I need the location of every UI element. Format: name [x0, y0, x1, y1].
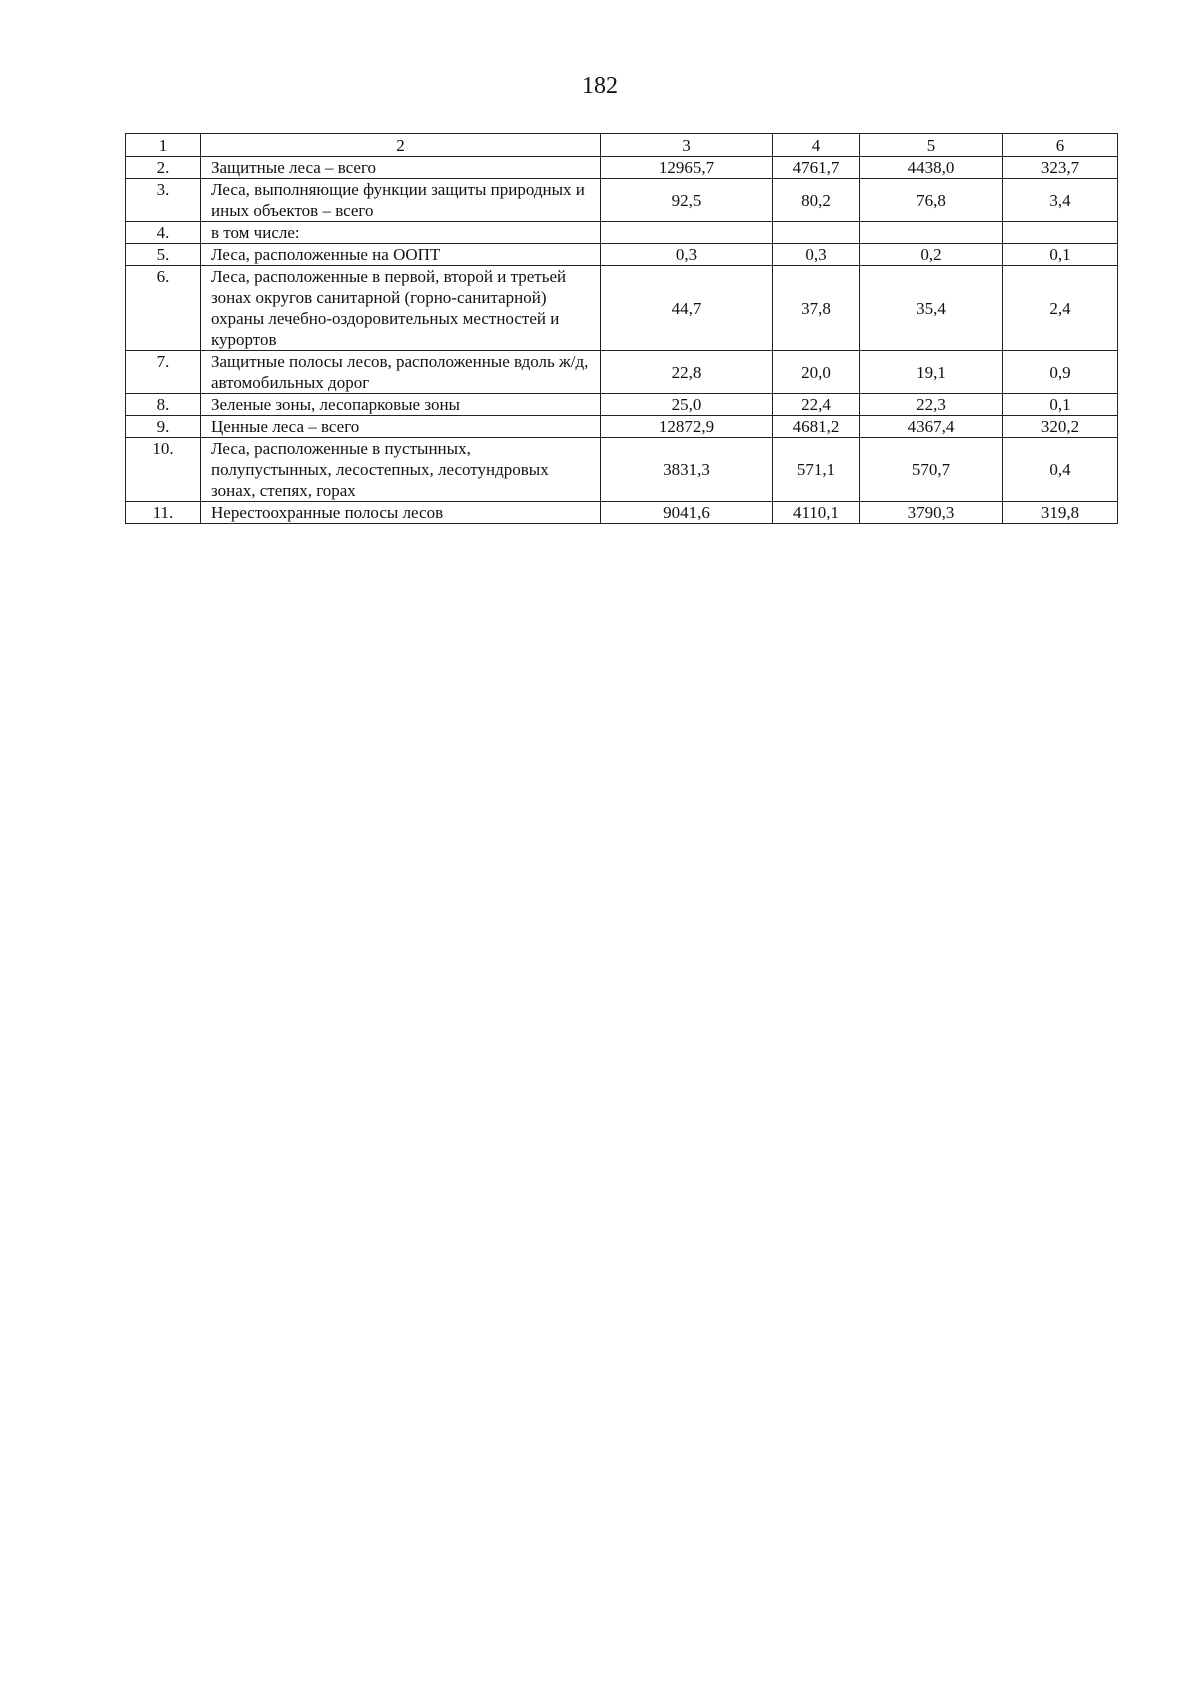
row-name: Леса, расположенные на ООПТ: [201, 244, 601, 266]
row-number: 6.: [126, 266, 201, 351]
value-cell: 0,1: [1003, 394, 1118, 416]
row-name: Ценные леса – всего: [201, 416, 601, 438]
row-number: 4.: [126, 222, 201, 244]
row-number: 5.: [126, 244, 201, 266]
row-number: 7.: [126, 351, 201, 394]
header-cell: 3: [601, 134, 773, 157]
value-cell: 22,4: [773, 394, 860, 416]
row-number: 10.: [126, 438, 201, 502]
value-cell: 4681,2: [773, 416, 860, 438]
table-row: [126, 351, 1118, 394]
table-row: [126, 179, 1118, 222]
value-cell: 12965,7: [601, 157, 773, 179]
row-number: 2.: [126, 157, 201, 179]
value-cell: 19,1: [860, 351, 1003, 394]
value-cell: 3,4: [1003, 179, 1118, 222]
value-cell: 4110,1: [773, 502, 860, 524]
value-cell: 9041,6: [601, 502, 773, 524]
value-cell: 570,7: [860, 438, 1003, 502]
row-name: Защитные полосы лесов, расположенные вдоль ж/д, автомобильных дорог: [201, 351, 601, 394]
row-number: 8.: [126, 394, 201, 416]
value-cell: [860, 222, 1003, 244]
page-number: 182: [582, 73, 618, 99]
value-cell: 35,4: [860, 266, 1003, 351]
value-cell: 3790,3: [860, 502, 1003, 524]
table-row: [126, 416, 1118, 438]
row-name: Леса, расположенные в первой, второй и третьей зонах округов санитарной (горно-санитарной) охраны лечебно-оздоровительных местностей и курортов: [201, 266, 601, 351]
value-cell: 92,5: [601, 179, 773, 222]
header-cell: 2: [201, 134, 601, 157]
value-cell: 320,2: [1003, 416, 1118, 438]
value-cell: 37,8: [773, 266, 860, 351]
row-name: Нерестоохранные полосы лесов: [201, 502, 601, 524]
table-row: [126, 244, 1118, 266]
value-cell: [773, 222, 860, 244]
table-row: [126, 222, 1118, 244]
value-cell: 0,3: [773, 244, 860, 266]
table-row: [126, 502, 1118, 524]
value-cell: 0,2: [860, 244, 1003, 266]
table-row: [126, 438, 1118, 502]
value-cell: 323,7: [1003, 157, 1118, 179]
header-cell: 4: [773, 134, 860, 157]
row-name: Леса, выполняющие функции защиты природных и иных объектов – всего: [201, 179, 601, 222]
row-number: 3.: [126, 179, 201, 222]
value-cell: 3831,3: [601, 438, 773, 502]
value-cell: 571,1: [773, 438, 860, 502]
value-cell: 25,0: [601, 394, 773, 416]
value-cell: 20,0: [773, 351, 860, 394]
value-cell: 76,8: [860, 179, 1003, 222]
header-cell: 5: [860, 134, 1003, 157]
row-name: в том числе:: [201, 222, 601, 244]
value-cell: [601, 222, 773, 244]
value-cell: [1003, 222, 1118, 244]
table-row: [126, 266, 1118, 351]
row-name: Леса, расположенные в пустынных, полупустынных, лесостепных, лесотундровых зонах, степях, горах: [201, 438, 601, 502]
table-header-row: [126, 134, 1118, 157]
value-cell: 0,9: [1003, 351, 1118, 394]
forest-table: [125, 133, 1118, 524]
value-cell: 22,8: [601, 351, 773, 394]
header-cell: 6: [1003, 134, 1118, 157]
row-name: Защитные леса – всего: [201, 157, 601, 179]
value-cell: 4367,4: [860, 416, 1003, 438]
table-row: [126, 394, 1118, 416]
value-cell: 44,7: [601, 266, 773, 351]
value-cell: 22,3: [860, 394, 1003, 416]
value-cell: 0,4: [1003, 438, 1118, 502]
table-row: [126, 157, 1118, 179]
header-cell: 1: [126, 134, 201, 157]
row-number: 9.: [126, 416, 201, 438]
value-cell: 4761,7: [773, 157, 860, 179]
value-cell: 319,8: [1003, 502, 1118, 524]
value-cell: 4438,0: [860, 157, 1003, 179]
value-cell: 12872,9: [601, 416, 773, 438]
value-cell: 80,2: [773, 179, 860, 222]
value-cell: 2,4: [1003, 266, 1118, 351]
row-number: 11.: [126, 502, 201, 524]
value-cell: 0,1: [1003, 244, 1118, 266]
value-cell: 0,3: [601, 244, 773, 266]
row-name: Зеленые зоны, лесопарковые зоны: [201, 394, 601, 416]
